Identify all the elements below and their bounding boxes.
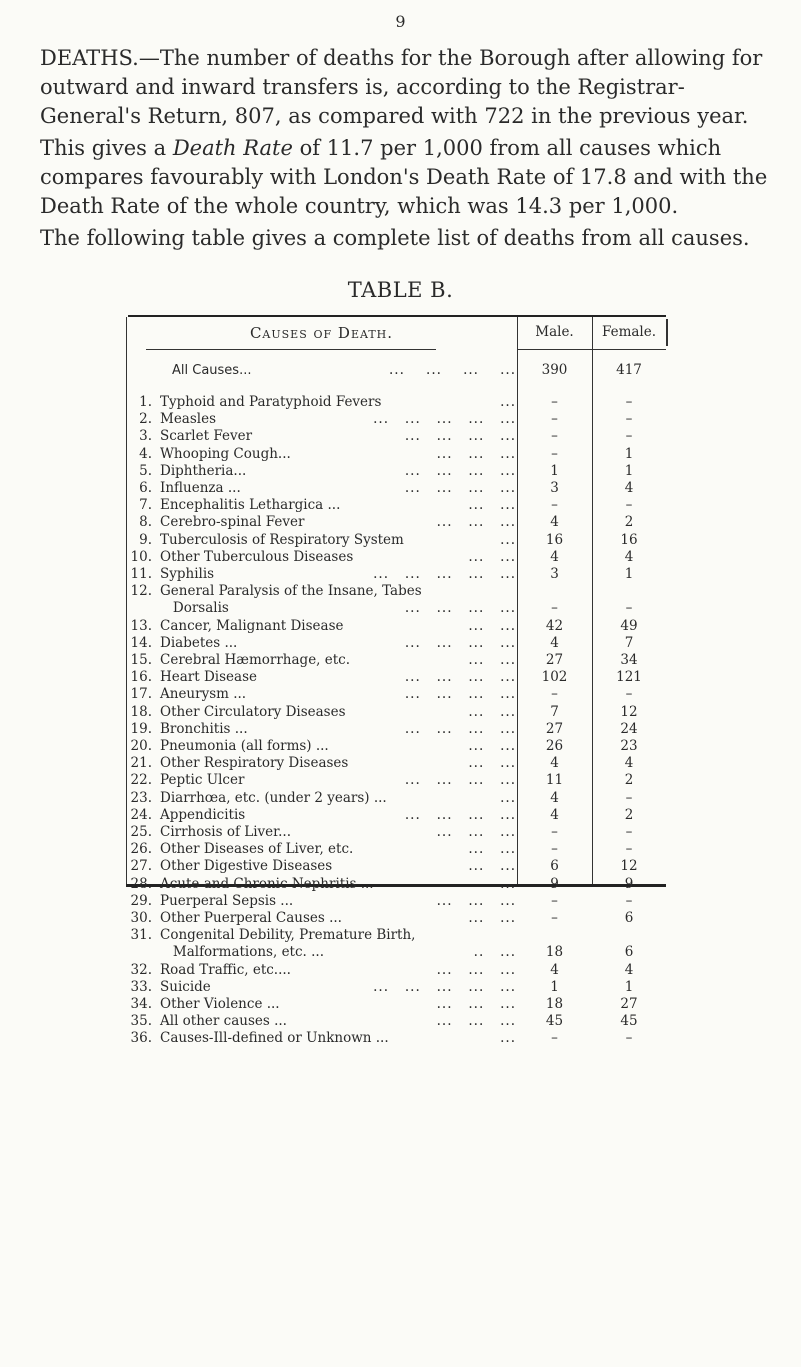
table-row xyxy=(126,463,666,480)
table-row xyxy=(126,428,666,445)
female-count: 2 xyxy=(624,772,634,789)
row-cause: Cerebral Hæmorrhage, etc. xyxy=(160,652,351,668)
row-cause: Road Traffic, etc.... xyxy=(160,961,291,978)
row-cause: Diabetes ... xyxy=(160,634,238,651)
row-number: 26. xyxy=(130,841,152,858)
leader-dots: ... xyxy=(500,394,516,410)
row-number: 12. xyxy=(130,583,152,600)
row-number: 1. xyxy=(139,394,152,410)
row-cause: Other Puerperal Causes ... xyxy=(160,910,342,926)
male-count: – xyxy=(551,600,558,617)
male-count: – xyxy=(551,445,558,462)
table-row xyxy=(126,738,666,755)
row-number: 19. xyxy=(130,720,152,737)
all-causes-row xyxy=(126,362,666,379)
row-number: 27. xyxy=(130,858,152,875)
row-cause: Whooping Cough... xyxy=(160,445,291,462)
leader-dots: ... ... ... ... xyxy=(404,720,516,737)
leader-dots: ... ... ... ... xyxy=(404,600,516,617)
table-row xyxy=(126,721,666,738)
row-cause: Peptic Ulcer xyxy=(160,772,245,789)
row-cause: Diphtheria... xyxy=(160,462,247,479)
table-row xyxy=(126,583,666,600)
table-row xyxy=(126,704,666,721)
table-row xyxy=(126,1030,666,1047)
female-count: – xyxy=(625,686,633,703)
death-rate-intro: This gives a xyxy=(40,136,173,160)
male-count: 4 xyxy=(550,514,559,531)
female-count: – xyxy=(625,428,633,445)
male-count: – xyxy=(551,411,558,428)
header-underline-values xyxy=(517,349,666,350)
row-number: 7. xyxy=(139,497,152,514)
leader-dots: ... ... ... xyxy=(436,514,516,531)
female-count: 12 xyxy=(620,703,638,720)
table-row xyxy=(126,893,666,910)
table-row xyxy=(126,566,666,583)
table-row xyxy=(126,618,666,635)
male-count: 102 xyxy=(541,669,568,686)
female-count: 9 xyxy=(624,875,634,892)
leader-dots: ... ... ... ... ... xyxy=(373,566,516,582)
table-row xyxy=(126,686,666,703)
leader-dots: ... ... ... ... xyxy=(389,362,516,378)
row-number: 4. xyxy=(139,445,152,462)
leader-dots: ... ... xyxy=(468,858,516,875)
table-row xyxy=(126,772,666,789)
female-count: – xyxy=(625,411,633,428)
leader-dots: ... ... ... ... ... xyxy=(373,411,516,428)
row-number: 2. xyxy=(139,411,152,428)
leader-dots: ... ... ... xyxy=(436,996,516,1012)
leader-dots: ... ... xyxy=(468,755,516,772)
table-right-border xyxy=(666,319,668,346)
table-row xyxy=(126,635,666,652)
female-count: 121 xyxy=(616,669,642,686)
row-cause: Causes-Ill-defined or Unknown ... xyxy=(160,1030,389,1047)
leader-dots: ... ... xyxy=(468,910,516,926)
row-number: 6. xyxy=(139,480,152,496)
male-count: 18 xyxy=(545,944,564,961)
row-cause: Heart Disease xyxy=(160,669,258,686)
male-count: 11 xyxy=(545,772,564,789)
male-count: 27 xyxy=(545,720,564,737)
male-count: 1 xyxy=(550,462,559,479)
table-row xyxy=(126,927,666,944)
all-causes-male: 390 xyxy=(541,362,568,378)
row-cause: Congenital Debility, Premature Birth, xyxy=(160,927,416,944)
female-count: 4 xyxy=(624,548,634,565)
leader-dots: ... ... xyxy=(468,841,516,858)
male-count: 27 xyxy=(545,652,564,668)
male-count: – xyxy=(551,686,558,703)
female-count: 7 xyxy=(624,634,634,651)
male-count: 1 xyxy=(550,978,559,995)
leader-dots: ... ... ... xyxy=(436,892,516,909)
row-cause: Other Digestive Diseases xyxy=(160,858,333,875)
table-row xyxy=(126,841,666,858)
row-cause: Other Tuberculous Diseases xyxy=(160,548,354,565)
male-count: 4 xyxy=(550,806,559,823)
row-number: 17. xyxy=(130,686,152,703)
male-count: 18 xyxy=(545,996,564,1012)
row-cause: Cancer, Malignant Disease xyxy=(160,617,344,634)
female-count: – xyxy=(625,1030,633,1047)
row-number: 28. xyxy=(130,875,152,892)
table-row xyxy=(126,876,666,893)
row-number: 10. xyxy=(130,548,152,565)
male-count: – xyxy=(551,497,558,514)
female-count: 23 xyxy=(620,738,638,754)
table-row xyxy=(126,669,666,686)
table-row xyxy=(126,1013,666,1030)
male-count: – xyxy=(551,892,558,909)
male-count: – xyxy=(551,841,558,858)
female-count: 16 xyxy=(620,531,638,548)
female-count: – xyxy=(625,394,633,410)
female-count: 4 xyxy=(624,480,634,496)
leader-dots: ... ... xyxy=(468,738,516,754)
row-cause: Pneumonia (all forms) ... xyxy=(160,738,329,754)
table-row xyxy=(126,446,666,463)
male-count: – xyxy=(551,910,558,926)
leader-dots: ... ... xyxy=(468,548,516,565)
row-number: 20. xyxy=(130,738,152,754)
row-cause: Aneurysm ... xyxy=(160,686,247,703)
row-number: 34. xyxy=(130,996,152,1012)
row-cause: Typhoid and Paratyphoid Fevers xyxy=(160,394,382,410)
female-count: 49 xyxy=(620,617,638,634)
table-row xyxy=(126,394,666,411)
table-row xyxy=(126,652,666,669)
row-cause: Other Circulatory Diseases xyxy=(160,703,346,720)
deaths-paragraph: DEATHS.—The number of deaths for the Borough after allowing for outward and inward transfers is, according to the Registrar-General's Return, 807, as compared with 722 in the previous year. xyxy=(40,46,763,128)
male-count: 3 xyxy=(550,480,559,496)
row-number: 5. xyxy=(139,462,152,479)
table-top-rule xyxy=(128,315,666,317)
header-male: Male. xyxy=(535,324,574,340)
row-cause: Dorsalis xyxy=(160,600,229,617)
leader-dots: ... ... ... ... xyxy=(404,669,516,686)
row-number: 13. xyxy=(130,617,152,634)
male-count: 6 xyxy=(550,858,559,875)
table-title: TABLE B. xyxy=(347,278,454,302)
male-count: 26 xyxy=(545,738,564,754)
row-number: 29. xyxy=(130,892,152,909)
death-rate-term: Death Rate xyxy=(172,136,293,160)
leader-dots: ... xyxy=(500,531,516,548)
female-count: – xyxy=(625,841,633,858)
row-cause: Acute and Chronic Nephritis ... xyxy=(160,875,374,892)
row-cause: Cirrhosis of Liver... xyxy=(160,824,291,840)
row-cause: Diarrhœa, etc. (under 2 years) ... xyxy=(160,789,387,806)
male-count: 4 xyxy=(550,634,559,651)
female-count: 4 xyxy=(624,755,634,772)
row-number: 35. xyxy=(130,1013,152,1030)
male-count: 4 xyxy=(550,755,559,772)
row-cause: General Paralysis of the Insane, Tabes xyxy=(160,583,422,600)
leader-dots: ... ... xyxy=(468,703,516,720)
female-count: 6 xyxy=(624,910,634,926)
row-number: 22. xyxy=(130,772,152,789)
leader-dots: ... xyxy=(500,1030,516,1047)
row-number: 21. xyxy=(130,755,152,772)
female-count: – xyxy=(625,497,633,514)
leader-dots: ... ... ... ... xyxy=(404,634,516,651)
row-number: 24. xyxy=(130,806,152,823)
female-count: 45 xyxy=(620,1013,638,1030)
row-number: 25. xyxy=(130,824,152,840)
table-row xyxy=(126,996,666,1013)
table-row xyxy=(126,514,666,531)
leader-dots: ... ... xyxy=(468,617,516,634)
header-causes: Causes of Death. xyxy=(249,324,394,342)
row-number: 32. xyxy=(130,961,152,978)
leader-dots: ... ... ... ... xyxy=(404,480,516,496)
row-cause: Encephalitis Lethargica ... xyxy=(160,497,341,514)
table-row xyxy=(126,807,666,824)
table-row xyxy=(126,600,666,617)
female-count: 1 xyxy=(624,445,634,462)
female-count: 1 xyxy=(624,978,634,995)
male-count: – xyxy=(551,824,558,840)
death-rate-paragraph xyxy=(40,134,770,221)
table-row xyxy=(126,480,666,497)
female-count: 6 xyxy=(624,944,634,961)
leader-dots: ... ... ... ... xyxy=(404,806,516,823)
row-number: 33. xyxy=(130,978,152,995)
male-count: 45 xyxy=(545,1013,564,1030)
male-count: 9 xyxy=(550,875,559,892)
leader-dots: ... xyxy=(500,875,516,892)
table-intro-paragraph: The following table gives a complete list of deaths from all causes. xyxy=(40,226,750,250)
leader-dots: ... ... xyxy=(468,652,516,668)
all-causes-label: All Causes... xyxy=(172,363,252,378)
row-number: 9. xyxy=(139,531,152,548)
female-count: 24 xyxy=(620,720,638,737)
leader-dots: ... ... ... ... xyxy=(404,772,516,789)
male-count: 3 xyxy=(550,566,559,582)
row-number: 31. xyxy=(130,927,152,944)
male-count: – xyxy=(551,394,558,410)
female-count: 1 xyxy=(624,462,634,479)
leader-dots: .. ... xyxy=(473,944,516,961)
row-number: 14. xyxy=(130,634,152,651)
row-cause: Puerperal Sepsis ... xyxy=(160,892,294,909)
male-count: – xyxy=(551,1030,558,1047)
male-count: 42 xyxy=(545,617,564,634)
leader-dots: ... ... ... xyxy=(436,824,516,840)
row-number: 16. xyxy=(130,669,152,686)
row-cause: Scarlet Fever xyxy=(160,428,253,445)
male-count: 4 xyxy=(550,961,559,978)
leader-dots: ... ... ... xyxy=(436,1013,516,1030)
table-row xyxy=(126,411,666,428)
female-count: 4 xyxy=(624,961,634,978)
female-count: – xyxy=(625,789,633,806)
row-cause: Other Respiratory Diseases xyxy=(160,755,349,772)
row-cause: Influenza ... xyxy=(160,480,241,496)
male-count: 4 xyxy=(550,548,559,565)
row-number: 36. xyxy=(130,1030,152,1047)
death-rate-text: of 11.7 per 1,000 from all causes which compares favourably with London's Death Rate of 17.8 and with the Death Rate of the whole country, which was 14.3 per 1,000. xyxy=(40,136,768,218)
female-count: – xyxy=(625,600,633,617)
male-count: 4 xyxy=(550,789,559,806)
female-count: 27 xyxy=(620,996,638,1012)
leader-dots: ... ... xyxy=(468,497,516,514)
page-number: 9 xyxy=(395,12,406,31)
row-number: 30. xyxy=(130,910,152,926)
leader-dots: ... ... ... xyxy=(436,961,516,978)
leader-dots: ... ... ... xyxy=(436,445,516,462)
row-cause: Malformations, etc. ... xyxy=(160,944,324,961)
table-row xyxy=(126,858,666,875)
row-number: 18. xyxy=(130,703,152,720)
female-count: 2 xyxy=(624,514,634,531)
female-count: 12 xyxy=(620,858,638,875)
table-row xyxy=(126,910,666,927)
leader-dots: ... ... ... ... xyxy=(404,428,516,445)
male-count: 16 xyxy=(545,531,564,548)
row-cause: Measles xyxy=(160,411,217,428)
causes-of-death-table xyxy=(126,315,666,1047)
row-number: 15. xyxy=(130,652,152,668)
female-count: 34 xyxy=(620,652,638,668)
leader-dots: ... xyxy=(500,789,516,806)
leader-dots: ... ... ... ... xyxy=(404,686,516,703)
row-cause: Suicide xyxy=(160,978,211,995)
table-row xyxy=(126,979,666,996)
row-number: 8. xyxy=(139,514,152,531)
male-count: – xyxy=(551,428,558,445)
row-cause: Cerebro-spinal Fever xyxy=(160,514,305,531)
leader-dots: ... ... ... ... xyxy=(404,462,516,479)
row-cause: All other causes ... xyxy=(160,1013,287,1030)
female-count: – xyxy=(625,824,633,840)
header-female: Female. xyxy=(601,324,657,340)
row-number: 11. xyxy=(130,566,152,582)
leader-dots: ... ... ... ... ... xyxy=(373,978,516,995)
female-count: 1 xyxy=(624,566,634,582)
row-cause: Tuberculosis of Respiratory System xyxy=(160,531,404,548)
male-count: 7 xyxy=(550,703,559,720)
female-count: 2 xyxy=(624,806,634,823)
row-number: 23. xyxy=(130,789,152,806)
table-row xyxy=(126,790,666,807)
table-row xyxy=(126,944,666,961)
table-row xyxy=(126,962,666,979)
table-row xyxy=(126,549,666,566)
row-cause: Syphilis xyxy=(160,566,215,582)
table-row xyxy=(126,755,666,772)
row-cause: Other Violence ... xyxy=(160,996,280,1012)
table-row xyxy=(126,497,666,514)
header-underline xyxy=(146,349,436,350)
row-number: 3. xyxy=(139,428,152,445)
table-row xyxy=(126,824,666,841)
row-cause: Bronchitis ... xyxy=(160,720,248,737)
table-row xyxy=(126,532,666,549)
row-cause: Appendicitis xyxy=(160,806,246,823)
female-count: – xyxy=(625,892,633,909)
all-causes-female: 417 xyxy=(616,362,642,378)
row-cause: Other Diseases of Liver, etc. xyxy=(160,841,354,858)
